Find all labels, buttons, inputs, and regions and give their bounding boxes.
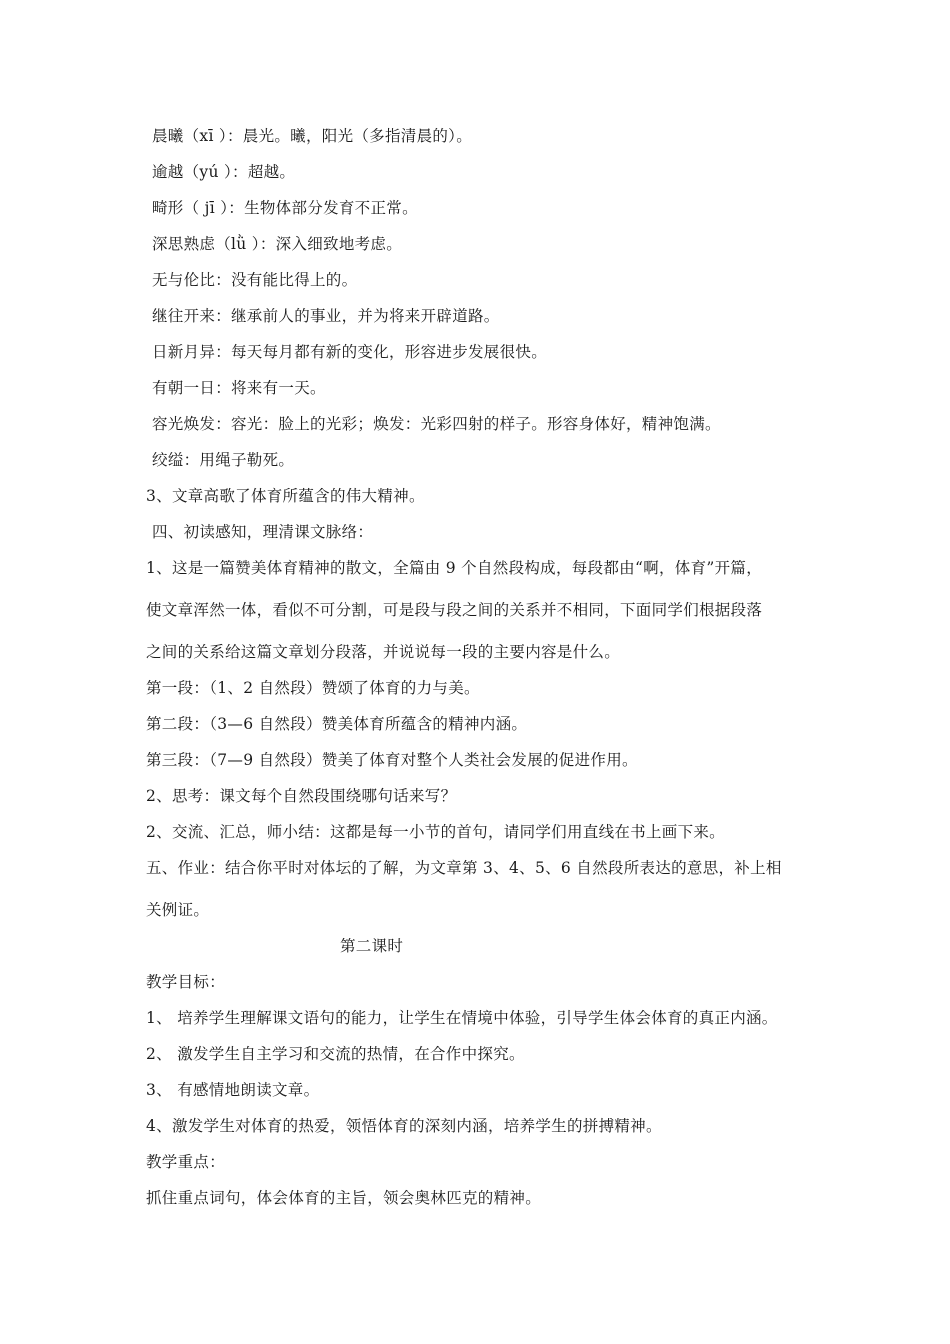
goal-2: 2、 激发学生自主学习和交流的热情，在合作中探究。 xyxy=(146,1045,525,1063)
goal-1: 1、 培养学生理解课文语句的能力，让学生在情境中体验，引导学生体会体育的真正内涵。 xyxy=(146,1009,778,1027)
section-4-item-1-line-1: 1、这是一篇赞美体育精神的散文，全篇由 9 个自然段构成，每段都由“啊，体育”开篇， xyxy=(146,559,763,577)
segment-1: 第一段：（1、2 自然段）赞颂了体育的力与美。 xyxy=(146,679,480,697)
goals-heading: 教学目标： xyxy=(146,973,226,991)
vocab-jiwangkailai: 继往开来：继承前人的事业，并为将来开辟道路。 xyxy=(152,307,500,325)
goal-3: 3、 有感情地朗读文章。 xyxy=(146,1081,320,1099)
section-4-item-1-line-2: 使文章浑然一体，看似不可分割，可是段与段之间的关系并不相同，下面同学们根据段落 xyxy=(146,601,763,619)
vocab-jiaoyi: 绞缢：用绳子勒死。 xyxy=(152,451,295,469)
vocab-shensishulv: 深思熟虑（lǜ ）：深入细致地考虑。 xyxy=(152,235,403,253)
section-4-item-1-line-3: 之间的关系给这篇文章划分段落，并说说每一段的主要内容是什么。 xyxy=(146,643,621,661)
exchange-summary: 2、交流、汇总，师小结：这都是每一小节的首句，请同学们用直线在书上画下来。 xyxy=(146,823,725,841)
point-3: 3、文章高歌了体育所蕴含的伟大精神。 xyxy=(146,487,425,505)
segment-2: 第二段：（3—6 自然段）赞美体育所蕴含的精神内涵。 xyxy=(146,715,528,733)
goal-4: 4、激发学生对体育的热爱，领悟体育的深刻内涵，培养学生的拼搏精神。 xyxy=(146,1117,662,1135)
vocab-wuyulunbi: 无与伦比：没有能比得上的。 xyxy=(152,271,358,289)
vocab-chenxi: 晨曦（xī ）：晨光。曦，阳光（多指清晨的）。 xyxy=(152,127,473,145)
think-question: 2、思考：课文每个自然段围绕哪句话来写？ xyxy=(146,787,457,805)
vocab-rongguanghuanfa: 容光焕发：容光：脸上的光彩；焕发：光彩四射的样子。形容身体好，精神饱满。 xyxy=(152,415,721,433)
segment-3: 第三段：（7—9 自然段）赞美了体育对整个人类社会发展的促进作用。 xyxy=(146,751,638,769)
vocab-youzhaoyiri: 有朝一日：将来有一天。 xyxy=(152,379,326,397)
vocab-yuyue: 逾越（yú ）：超越。 xyxy=(152,163,296,181)
homework-line-1: 五、作业：结合你平时对体坛的了解，为文章第 3、4、5、6 自然段所表达的意思，补上相 xyxy=(146,859,782,877)
vocab-jixing: 畸形（ jī ）：生物体部分发育不正常。 xyxy=(152,199,418,217)
section-4-heading: 四、初读感知，理清课文脉络： xyxy=(152,523,374,541)
lesson-2-title: 第二课时 xyxy=(340,937,404,955)
focus-text: 抓住重点词句，体会体育的主旨，领会奥林匹克的精神。 xyxy=(146,1189,542,1207)
vocab-rixinyueyi: 日新月异：每天每月都有新的变化，形容进步发展很快。 xyxy=(152,343,548,361)
homework-line-2: 关例证。 xyxy=(146,901,210,919)
focus-heading: 教学重点： xyxy=(146,1153,226,1171)
